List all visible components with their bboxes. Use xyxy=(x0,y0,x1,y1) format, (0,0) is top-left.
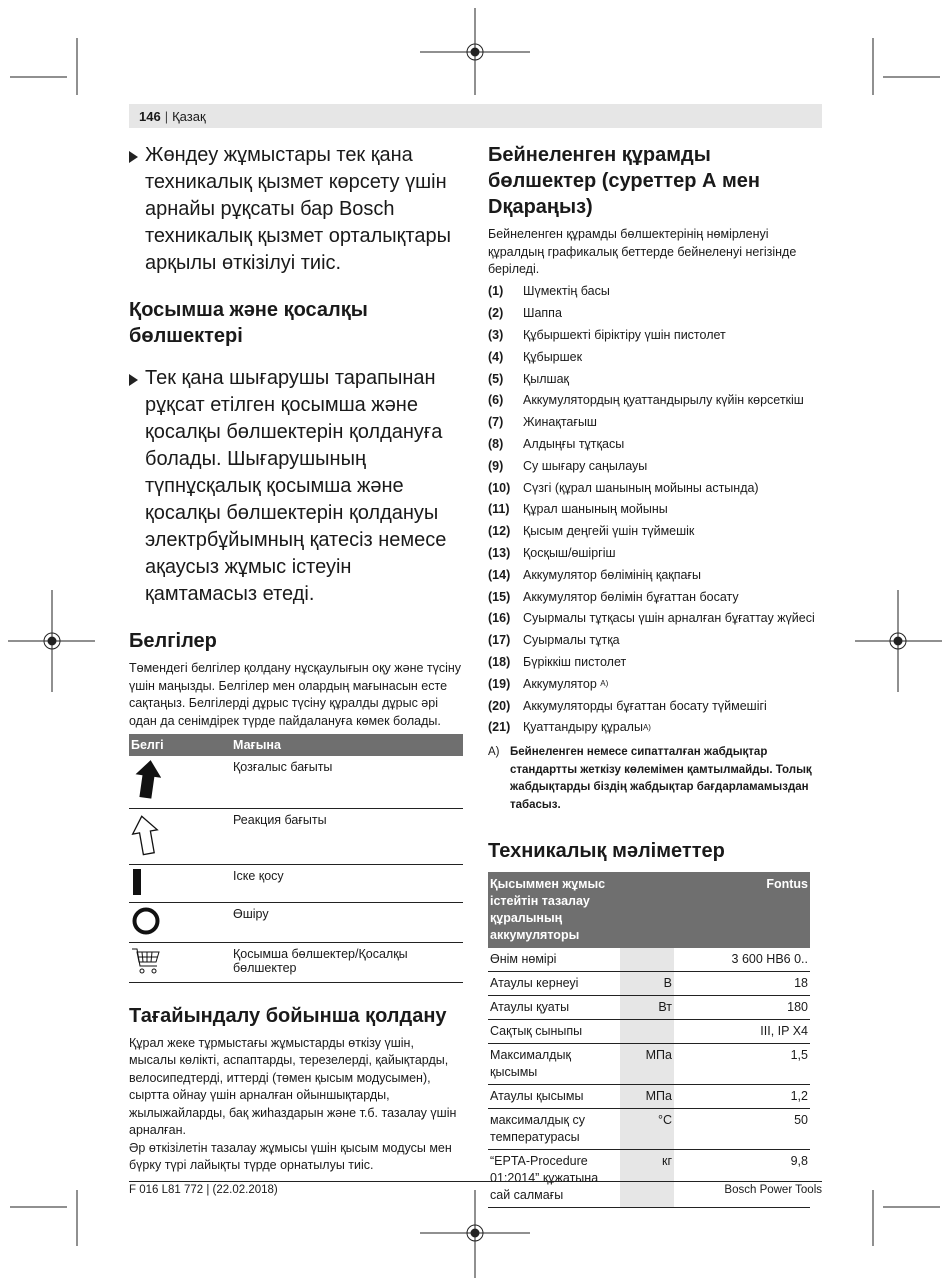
list-item: (14) Аккумулятор бөлімінің қақпағы xyxy=(488,567,702,582)
symbols-heading: Белгілер xyxy=(129,630,217,652)
list-item: (5) Қылшақ xyxy=(488,371,570,386)
symbol-meaning: Қосымша бөлшектер/Қосалқы бөлшектер xyxy=(231,942,463,982)
table-row: “EPTA-Procedure 01:2014” құжатына сай салмағы кг 9,8 xyxy=(488,1150,810,1208)
page-header xyxy=(129,104,822,128)
list-item: (11) Құрал шанының мойыны xyxy=(488,502,668,517)
bullet-triangle-icon xyxy=(129,374,138,386)
header-separator: | xyxy=(164,108,169,124)
list-item: (18) Бүріккіш пистолет xyxy=(488,654,627,669)
table-row xyxy=(129,808,463,864)
list-item: (20) Аккумуляторды бұғаттан босату түймешігі xyxy=(488,698,767,713)
bullet-triangle-icon xyxy=(129,151,138,163)
symbol-meaning: Реакция бағыты xyxy=(231,808,463,864)
intended-use-heading: Тағайындалу бойынша қолдану xyxy=(129,1004,447,1027)
left-column xyxy=(129,142,463,1175)
table-row: Атаулы қуаты Вт 180 xyxy=(488,996,810,1020)
list-item: (21) Қуаттандыру құралы A) xyxy=(488,720,651,735)
list-item: (16) Суырмалы тұтқасы үшін арналған бұғаттау жүйесі xyxy=(488,611,815,626)
components-footnote: A) Бейнеленген немесе сипатталған жабдықтар стандартты жеткізу көлемімен қамтылмайды. Толық жабдықтарды біздің жабдықтар бағдарламамыздан табасыз. xyxy=(488,746,812,811)
repair-warning-text: Жөндеу жұмыстары тек қана техникалық қызмет көрсету үшін арнайы рұқсаты бар Bosch техникалық қызмет орталықтары арқылы өткізілуі тиіс. xyxy=(145,144,451,274)
table-row: максималдық су температурасы °C 50 xyxy=(488,1109,810,1150)
table-row: Өнім нөмірі 3 600 HB6 0.. xyxy=(488,948,810,972)
list-item: (9) Су шығару саңылауы xyxy=(488,458,648,473)
symbol-meaning: Іске қосу xyxy=(231,864,463,902)
power-on-icon xyxy=(131,869,145,895)
list-item: (8) Алдыңғы тұтқасы xyxy=(488,436,625,451)
components-intro: Бейнеленген құрамды бөлшектерінің нөмірленуі құралдың графикалық беттерде бейнеленуі негізінде беріледі. xyxy=(488,227,797,276)
accessories-warning-text: Тек қана шығарушы тарапынан рұқсат етілген қосымша және қосалқы бөлшектерін қолдануға болады. Шығарушының түпнұсқалық қосымша және қосалқы бөлшектерін қолдануы электрбұйымның қатесіз немесе ақаусыз жұмыс істеуін қамтамасыз етеді. xyxy=(145,367,447,605)
tech-heading: Техникалық мәліметтер xyxy=(488,840,725,863)
repair-warning xyxy=(129,142,463,277)
list-item: (15) Аккумулятор бөлімін бұғаттан босату xyxy=(488,589,739,604)
tech-head-label: Қысыммен жұмыс істейтін тазалау құралының аккумуляторы xyxy=(488,872,620,948)
list-item: (6) Аккумулятордың қуаттандырылу күйін көрсеткіш xyxy=(488,393,804,408)
footer-doc-id: F 016 L81 772 | (22.02.2018) xyxy=(129,1184,278,1196)
table-row xyxy=(129,902,463,942)
list-item: (10) Сүзгі (құрал шанының мойыны астында) xyxy=(488,480,759,495)
components-heading: Бейнеленген құрамды бөлшектер (суреттер А мен Dқараңыз) xyxy=(488,144,760,218)
table-row xyxy=(129,864,463,902)
solid-arrow-icon xyxy=(131,758,161,800)
page-number: 146 xyxy=(139,108,161,124)
list-item: (12) Қысым деңгейі үшін түймешік xyxy=(488,524,695,539)
page-footer xyxy=(129,1181,822,1196)
footer-brand: Bosch Power Tools xyxy=(724,1184,822,1196)
tech-head-model: Fontus xyxy=(674,872,810,948)
list-item: (13) Қосқыш/өшіргіш xyxy=(488,545,616,560)
table-row xyxy=(129,756,463,808)
symbols-col-symbol: Белгі xyxy=(129,734,231,756)
accessories-warning xyxy=(129,365,463,608)
header-language: Қазақ xyxy=(172,108,206,124)
list-item: (1) Шүмектің басы xyxy=(488,284,610,299)
symbols-table xyxy=(129,734,463,983)
table-row: Атаулы кернеуі В 18 xyxy=(488,972,810,996)
table-row xyxy=(129,942,463,982)
table-row: Атаулы қысымы МПа 1,2 xyxy=(488,1085,810,1109)
table-row: Сақтық сыныпы III, IP X4 xyxy=(488,1020,810,1044)
right-column xyxy=(488,142,822,1208)
list-item: (17) Суырмалы тұтқа xyxy=(488,633,620,648)
components-list xyxy=(488,281,822,739)
list-item: (2) Шаппа xyxy=(488,306,562,321)
symbol-meaning: Қозғалыс бағыты xyxy=(231,756,463,808)
tech-table xyxy=(488,872,810,1208)
intended-use-paragraph-2: Әр өткізілетін тазалау жұмысы үшін қысым модусы мен бүрку түрі лайықты түрде орнатылуы тиіс. xyxy=(129,1140,452,1172)
shopping-cart-icon xyxy=(131,947,163,975)
list-item: (3) Құбыршекті біріктіру үшін пистолет xyxy=(488,327,726,342)
symbols-col-meaning: Мағына xyxy=(231,734,463,756)
list-item: (19) Аккумулятор A) xyxy=(488,676,609,691)
accessories-heading: Қосымша және қосалқы бөлшектері xyxy=(129,299,368,347)
symbol-meaning: Өшіру xyxy=(231,902,463,942)
outline-arrow-icon xyxy=(131,813,161,857)
table-row: Максималдық қысымы МПа 1,5 xyxy=(488,1044,810,1085)
intended-use-paragraph-1: Құрал жеке тұрмыстағы жұмыстарды өткізу үшін, мысалы көлікті, аспаптарды, терезелерді, қайықтарды, велосипедтерді, иттерді (төмен қысым модусымен), сыртта ойнау үшін арналған ойыншықтарды, жылыжайларды, бақ жиһаздарын және т.б. тазалау үшін арналған. xyxy=(129,1035,457,1137)
symbols-intro: Төмендегі белгілер қолдану нұсқаулығын оқу және түсіну үшін маңызды. Белгілер мен олардың мағынасын есте сақтаңыз. Белгілерді дұрыс түсіну құралды дұрыс әрі одан да сенімдірек түрде пайдалануға көмек болады. xyxy=(129,661,462,728)
list-item: (7) Жинақтағыш xyxy=(488,415,597,430)
power-off-icon xyxy=(131,907,163,935)
list-item: (4) Құбыршек xyxy=(488,349,583,364)
